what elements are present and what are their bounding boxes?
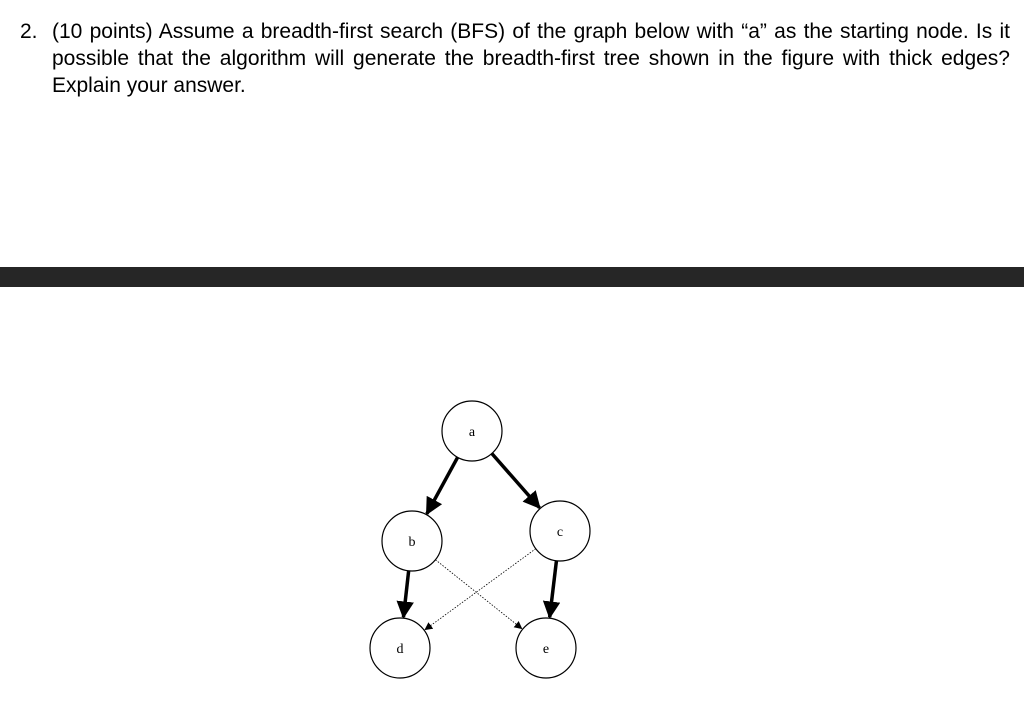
node-label: e (542, 642, 550, 657)
node-label: a (468, 425, 476, 440)
tree-edge-a-c (492, 454, 540, 508)
node-e (516, 618, 576, 678)
tree-edge-b-d (403, 571, 408, 617)
node-label: d (396, 642, 404, 657)
question-number: 2. (20, 20, 38, 43)
non-tree-edge-c-d (425, 549, 536, 630)
tree-edge-c-e (550, 561, 557, 617)
node-label: c (556, 525, 564, 540)
question-text: (10 points) Assume a breadth-first search (BFS) of the graph below with “a” as the starting node. Is it possible that the algorithm will generate the breadth-first tree shown in the figure with thick edges? Explain your answer. (52, 20, 1010, 97)
node-c (530, 501, 590, 561)
node-label: b (408, 535, 416, 550)
nodes-layer (370, 401, 590, 678)
tree-edge-a-b (427, 457, 458, 513)
node-a (442, 401, 502, 461)
non-tree-edge-b-e (435, 560, 521, 629)
node-b (382, 511, 442, 571)
node-d (370, 618, 430, 678)
